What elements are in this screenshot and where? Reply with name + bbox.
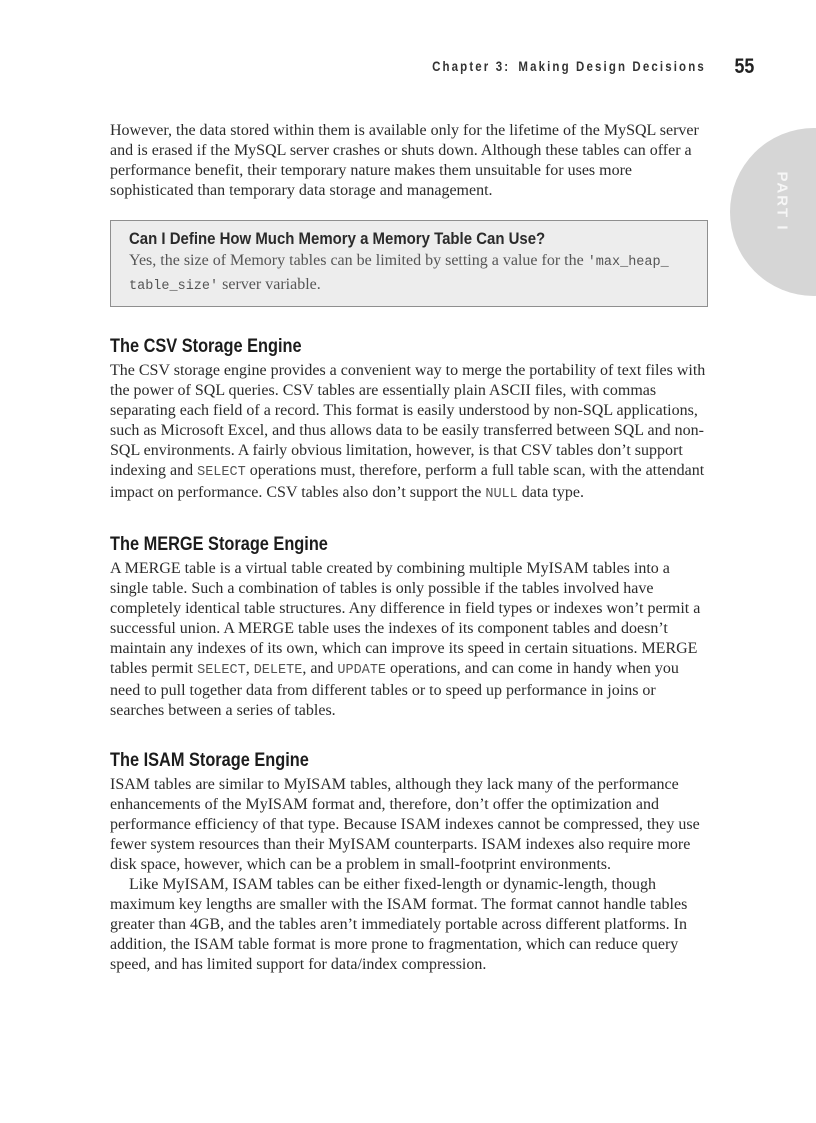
merge-sep-2: , and	[302, 660, 338, 677]
sidebar-text-before: Yes, the size of Memory tables can be limited by setting a value for the	[129, 252, 588, 269]
page-number: 55	[734, 55, 754, 78]
merge-code-update: UPDATE	[337, 663, 387, 678]
merge-code-delete: DELETE	[253, 663, 303, 678]
csv-text-3: data type.	[517, 484, 584, 501]
sidebar-box	[110, 220, 708, 307]
part-tab-label-wrap	[757, 170, 807, 232]
csv-code-select: SELECT	[197, 465, 246, 480]
csv-paragraph	[110, 361, 710, 505]
csv-code-null: NULL	[485, 487, 518, 502]
sidebar-text-after: server variable.	[218, 276, 321, 293]
isam-paragraph-1: ISAM tables are similar to MyISAM tables, although they lack many of the performance enhancements of the MyISAM format and, therefore, don’t offer the optimization and performance efficiency of that type. Because ISAM indexes cannot be compressed, they use fewer system resources than their MyISAM counterparts. ISAM indexes also require more disk space, however, which can be a problem in small-footprint environments.	[110, 776, 700, 873]
part-tab-label: PART I	[773, 170, 791, 232]
merge-heading: The MERGE Storage Engine	[110, 534, 328, 555]
sidebar-code: 'max_heap_ table_size'	[129, 255, 669, 294]
intro-paragraph: However, the data stored within them is available only for the lifetime of the MySQL server and is erased if the MySQL server crashes or shuts down. Although these tables can offer a performance benefit, their temporary nature makes them unsuitable for uses more sophisticated than temporary data storage and management.	[110, 122, 699, 199]
page-content	[110, 121, 710, 975]
isam-paragraph-2: Like MyISAM, ISAM tables can be either fixed-length or dynamic-length, though maximum key lengths are smaller with the ISAM format. The format cannot handle tables greater than 4GB, and the tables aren’t immediately portable across different platforms. In addition, the ISAM table format is more prone to fragmentation, which can reduce query speed, and has limited support for data/index compression.	[110, 876, 688, 973]
merge-text-2: operations, and can come in handy when you need to pull together data from different tables or to speed up performance in joins or searches between a series of tables.	[110, 660, 679, 719]
csv-section	[110, 335, 710, 505]
csv-text-1: The CSV storage engine provides a convenient way to merge the portability of text files with the power of SQL queries. CSV tables are essentially plain ASCII files, with commas separating each field of a record. This format is easily understood by non-SQL applications, such as Microsoft Excel, and thus allows data to be easily transferred between SQL and non-SQL environments. A fairly obvious limitation, however, is that CSV tables don’t support indexing and	[110, 362, 706, 479]
isam-heading: The ISAM Storage Engine	[110, 750, 309, 771]
merge-section	[110, 533, 710, 721]
chapter-label: Chapter 3:	[432, 58, 511, 74]
merge-text-1: A MERGE table is a virtual table created by combining multiple MyISAM tables into a single table. Such a combination of tables is only possible if the tables involved have completely identical table structures. Any difference in field types or indexes won’t permit a successful union. A MERGE table uses the indexes of its component tables and doesn’t maintain any indexes of its own, which can improve its speed in certain situations. MERGE tables permit	[110, 560, 701, 677]
chapter-title: Making Design Decisions	[518, 58, 706, 74]
sidebar-text	[129, 250, 689, 298]
merge-code-select: SELECT	[197, 663, 246, 678]
sidebar-title: Can I Define How Much Memory a Memory Table Can Use?	[129, 229, 546, 248]
merge-paragraph	[110, 559, 710, 721]
csv-text-2: operations must, therefore, perform a full table scan, with the attendant impact on performance. CSV tables also don’t support the	[110, 462, 705, 501]
isam-section	[110, 749, 710, 975]
csv-heading: The CSV Storage Engine	[110, 336, 302, 357]
running-head	[432, 58, 706, 74]
merge-sep-1: ,	[245, 660, 254, 677]
